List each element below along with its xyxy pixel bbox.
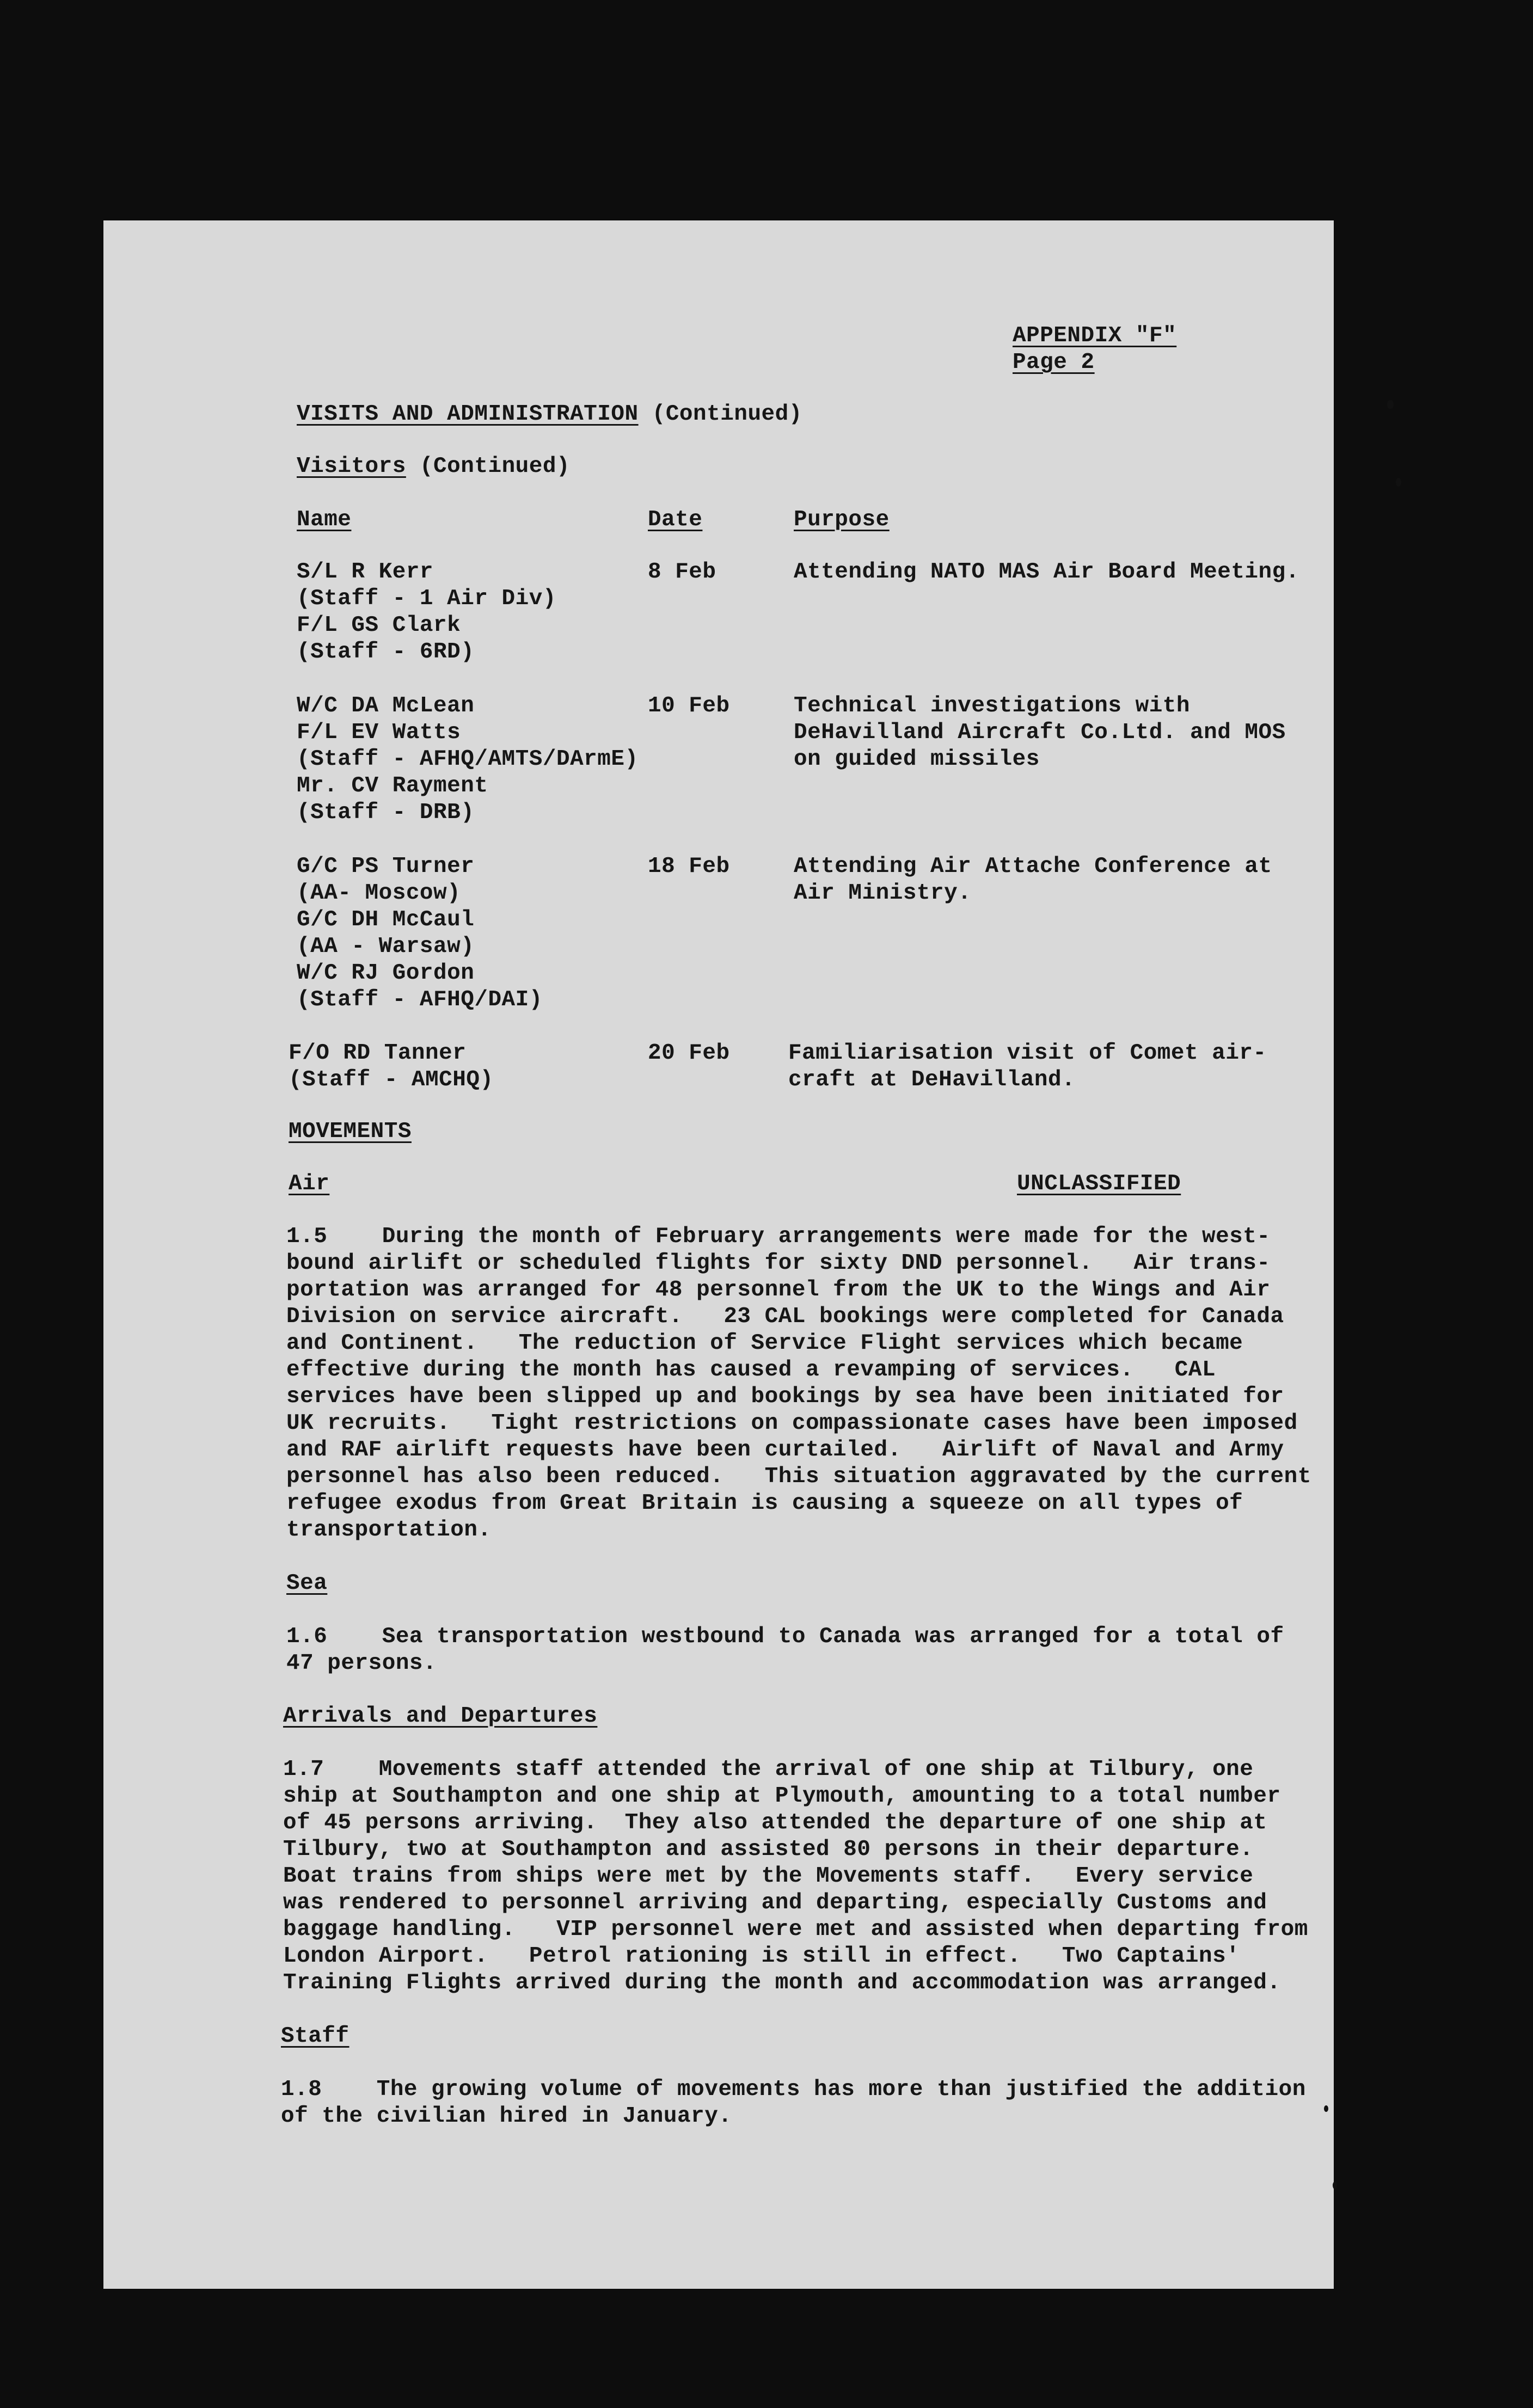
text-line: Training Flights arrived during the month and accommodation was arranged. — [283, 1970, 1281, 1995]
visit-purpose: craft at DeHavilland. — [788, 1067, 1076, 1092]
section-title-suffix: (Continued) — [652, 402, 802, 427]
visit-date: 20 Feb — [648, 1041, 730, 1066]
text-line: of 45 persons arriving. They also attended the departure of one ship at — [283, 1810, 1267, 1835]
visitor-name: (Staff - AFHQ/AMTS/DArmE) — [297, 747, 639, 772]
text-line: UK recruits. Tight restrictions on compassionate cases have been imposed — [286, 1411, 1298, 1436]
scan-speck — [1333, 2182, 1337, 2189]
visit-date: 8 Feb — [648, 560, 716, 585]
visitor-name: S/L R Kerr — [297, 560, 434, 585]
text-line: transportation. — [286, 1518, 492, 1543]
text-line: and Continent. The reduction of Service Flight services which became — [286, 1331, 1243, 1356]
text-line: bound airlift or scheduled flights for sixty DND personnel. Air trans- — [286, 1251, 1271, 1276]
visit-date: 18 Feb — [648, 854, 730, 879]
text-line: Tilbury, two at Southampton and assisted 80 persons in their departure. — [283, 1837, 1254, 1862]
text-line: of the civilian hired in January. — [281, 2104, 732, 2129]
text-line: was rendered to personnel arriving and departing, especially Customs and — [283, 1890, 1267, 1915]
text-line: services have been slipped up and bookings by sea have been initiated for — [286, 1384, 1284, 1409]
text-line: baggage handling. VIP personnel were met and assisted when departing from — [283, 1917, 1308, 1942]
text-line: 1.8 The growing volume of movements has more than justified the addition — [281, 2077, 1306, 2102]
visitors-title: Visitors — [297, 454, 406, 479]
text-line: London Airport. Petrol rationing is still in effect. Two Captains' — [283, 1944, 1240, 1969]
visitors-heading — [297, 453, 570, 480]
visitor-name: (AA - Warsaw) — [297, 934, 475, 959]
visit-purpose: Technical investigations with — [794, 693, 1191, 718]
text-line: 1.5 During the month of February arrangements were made for the west- — [286, 1224, 1271, 1249]
visitor-name: G/C DH McCaul — [297, 907, 475, 932]
scan-speck — [1324, 2105, 1328, 2112]
text-line: and RAF airlift requests have been curtailed. Airlift of Naval and Army — [286, 1438, 1284, 1463]
visit-date: 10 Feb — [648, 693, 730, 718]
visitor-name: (Staff - AFHQ/DAI) — [297, 987, 543, 1012]
visitor-name: Mr. CV Rayment — [297, 773, 488, 798]
appendix-label: APPENDIX "F" — [1013, 323, 1177, 348]
page-number: Page 2 — [1013, 350, 1095, 375]
visitor-name: (AA- Moscow) — [297, 881, 461, 906]
visitor-name: G/C PS Turner — [297, 854, 475, 879]
text-line: 1.6 Sea transportation westbound to Canada was arranged for a total of — [286, 1624, 1284, 1649]
visitor-name: (Staff - 6RD) — [297, 640, 475, 665]
visit-purpose: Familiarisation visit of Comet air- — [788, 1041, 1267, 1066]
visitor-name: (Staff - 1 Air Div) — [297, 586, 556, 611]
visit-purpose: Attending Air Attache Conference at — [794, 854, 1272, 879]
section-title — [297, 401, 802, 428]
text-line: refugee exodus from Great Britain is causing a squeeze on all types of — [286, 1491, 1243, 1516]
text-line: 1.7 Movements staff attended the arrival of one ship at Tilbury, one — [283, 1757, 1254, 1782]
column-header-purpose: Purpose — [794, 507, 890, 532]
scan-speck — [1396, 478, 1401, 487]
visitor-name: F/O RD Tanner — [289, 1041, 467, 1066]
movements-heading: MOVEMENTS — [289, 1119, 412, 1144]
text-line: portation was arranged for 48 personnel from the UK to the Wings and Air — [286, 1277, 1271, 1303]
visitor-name: W/C DA McLean — [297, 693, 475, 718]
visit-purpose: DeHavilland Aircraft Co.Ltd. and MOS — [794, 720, 1286, 745]
text-line: personnel has also been reduced. This situation aggravated by the current — [286, 1464, 1311, 1489]
visitor-name: F/L GS Clark — [297, 613, 461, 638]
visitor-name: (Staff - DRB) — [297, 800, 475, 825]
visit-purpose: Attending NATO MAS Air Board Meeting. — [794, 560, 1299, 585]
arrivals-departures-heading: Arrivals and Departures — [283, 1704, 598, 1729]
visitor-name: W/C RJ Gordon — [297, 961, 475, 986]
staff-heading: Staff — [281, 2024, 349, 2049]
text-line: Division on service aircraft. 23 CAL bookings were completed for Canada — [286, 1304, 1284, 1329]
section-title-text: VISITS AND ADMINISTRATION — [297, 402, 639, 427]
visitor-name: (Staff - AMCHQ) — [289, 1067, 494, 1092]
text-line: ship at Southampton and one ship at Plymouth, amounting to a total number — [283, 1784, 1281, 1809]
column-header-name: Name — [297, 507, 352, 532]
sea-heading: Sea — [286, 1571, 328, 1596]
column-header-date: Date — [648, 507, 703, 532]
visit-purpose: Air Ministry. — [794, 881, 972, 906]
classification-marking: UNCLASSIFIED — [1017, 1171, 1181, 1196]
air-heading: Air — [289, 1171, 330, 1196]
visitor-name: F/L EV Watts — [297, 720, 461, 745]
scan-speck — [1387, 400, 1393, 409]
text-line: 47 persons. — [286, 1651, 437, 1676]
text-line: effective during the month has caused a revamping of services. CAL — [286, 1357, 1216, 1383]
text-line: Boat trains from ships were met by the Movements staff. Every service — [283, 1864, 1254, 1889]
visitors-suffix: (Continued) — [419, 454, 571, 479]
visit-purpose: on guided missiles — [794, 747, 1040, 772]
document-page — [103, 220, 1334, 2289]
